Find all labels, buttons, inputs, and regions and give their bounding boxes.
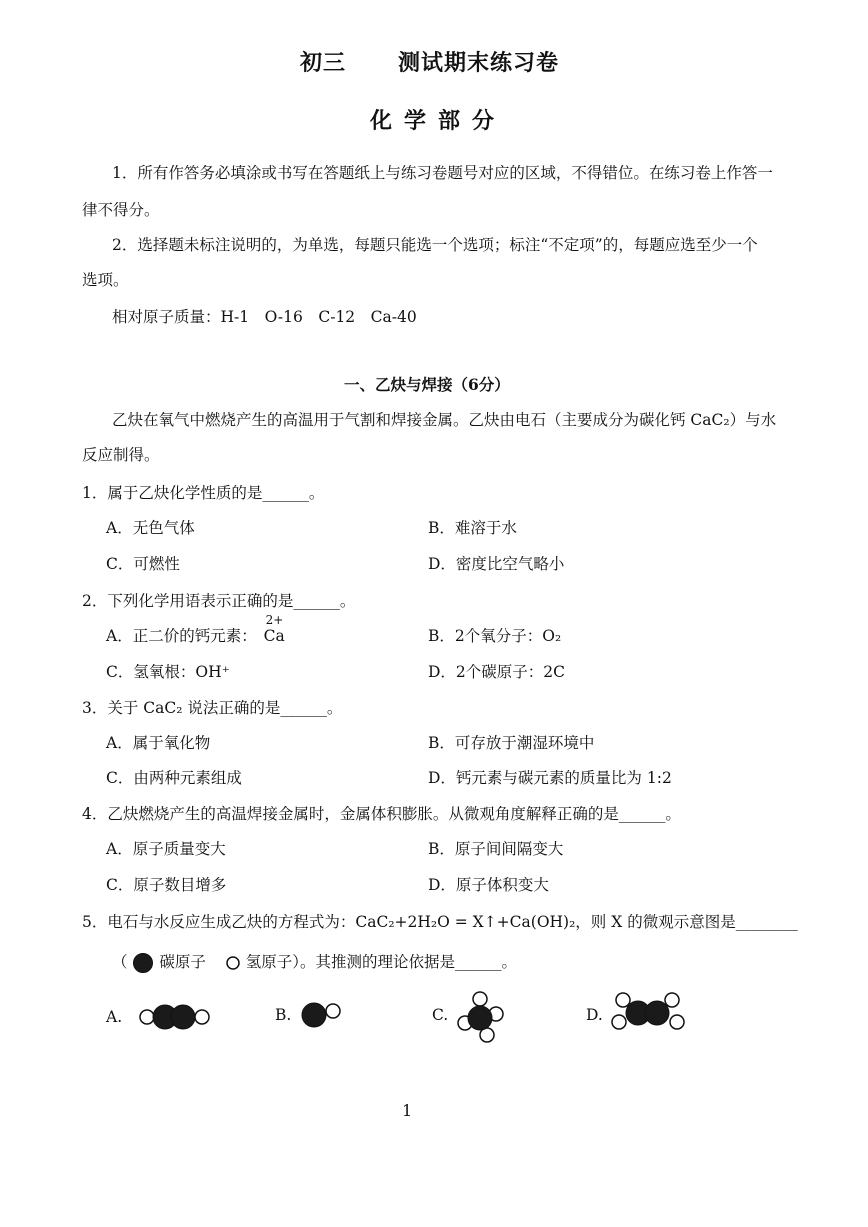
question-4-option-d[interactable]: D．原子体积变大: [428, 876, 549, 894]
question-4-option-b[interactable]: B．原子间间隔变大: [428, 840, 564, 858]
question-1-option-a[interactable]: A．无色气体: [106, 519, 195, 537]
molecule-d-carbon-2: [645, 1001, 669, 1025]
molecule-a-hydrogen-right: [195, 1010, 209, 1024]
question-4-option-c[interactable]: C．原子数目增多: [106, 876, 227, 894]
question-3-stem: 3．关于 CaC₂ 说法正确的是______。: [82, 699, 343, 717]
calcium-letters: Ca: [263, 627, 285, 645]
molecule-d-hydrogen-2: [612, 1015, 626, 1029]
molecule-c-hydrogen-top: [473, 992, 487, 1006]
instruction-2b: 选项。: [82, 271, 129, 289]
exam-title-right: 测试期末练习卷: [398, 50, 560, 76]
question-3-option-c[interactable]: C．由两种元素组成: [106, 769, 242, 787]
molecule-a-carbon-2: [171, 1005, 195, 1029]
question-4-stem: 4．乙炔燃烧产生的高温焊接金属时，金属体积膨胀。从微观角度解释正确的是______。: [82, 805, 681, 823]
page-number: 1: [402, 1101, 413, 1120]
question-2-option-b[interactable]: B．2个氧分子：O₂: [428, 627, 562, 645]
legend-hydrogen-label: 氢原子）。其推测的理论依据是______。: [245, 953, 518, 971]
question-2-option-a[interactable]: [106, 613, 285, 646]
calcium-symbol: [263, 613, 285, 645]
question-2-option-d[interactable]: D．2个碳原子：2C: [428, 663, 566, 681]
question-5-legend: [112, 950, 517, 974]
molecule-a-diagram[interactable]: [138, 1000, 212, 1034]
molecule-d-hydrogen-1: [616, 993, 630, 1007]
question-1-option-b[interactable]: B．难溶于水: [428, 519, 517, 537]
legend-open-paren: （: [112, 953, 128, 971]
exam-title-left: 初三: [300, 50, 347, 76]
molecule-a-hydrogen-left: [140, 1010, 154, 1024]
section-intro-1: 乙炔在氧气中燃烧产生的高温用于气割和焊接金属。乙炔由电石（主要成分为碳化钙 CaC₂）与水: [112, 411, 777, 429]
question-5-option-c[interactable]: C.: [432, 1006, 449, 1024]
question-1-option-d[interactable]: D．密度比空气略小: [428, 555, 565, 573]
question-5-option-d[interactable]: D.: [586, 1006, 603, 1024]
question-2-option-c[interactable]: C．氢氧根：OH⁺: [106, 663, 230, 681]
molecule-b-diagram[interactable]: [300, 1000, 344, 1030]
instruction-1a: 1．所有作答务必填涂或书写在答题纸上与练习卷题号对应的区域，不得错位。在练习卷上作答一: [112, 164, 773, 182]
molecule-d-hydrogen-4: [670, 1015, 684, 1029]
molecule-d-hydrogen-3: [665, 993, 679, 1007]
molecule-c-diagram[interactable]: [456, 990, 504, 1044]
question-3-option-b[interactable]: B．可存放于潮湿环境中: [428, 734, 595, 752]
section-subtitle: 化学部分: [370, 108, 507, 134]
question-4-option-a[interactable]: A．原子质量变大: [106, 840, 226, 858]
question-3-option-a[interactable]: A．属于氧化物: [106, 734, 211, 752]
question-2-stem: 2．下列化学用语表示正确的是______。: [82, 592, 356, 610]
section-intro-2: 反应制得。: [82, 446, 160, 464]
question-1-option-c[interactable]: C．可燃性: [106, 555, 180, 573]
section-heading: 一、乙炔与焊接（6分）: [344, 375, 510, 394]
instruction-2a: 2．选择题未标注说明的，为单选，每题只能选一个选项；标注“不定项”的，每题应选至少一个: [112, 236, 758, 254]
molecule-c-carbon: [468, 1006, 492, 1030]
question-3-option-d[interactable]: D．钙元素与碳元素的质量比为 1:2: [428, 769, 672, 787]
question-5-option-b[interactable]: B.: [275, 1006, 292, 1024]
instruction-1b: 律不得分。: [82, 201, 160, 219]
question-2-option-a-text: A．正二价的钙元素：: [106, 627, 257, 645]
molecule-d-diagram[interactable]: [610, 990, 686, 1036]
question-5-option-a[interactable]: A.: [106, 1008, 123, 1026]
molecule-b-carbon: [302, 1003, 326, 1027]
question-5-stem: 5．电石与水反应生成乙炔的方程式为：CaC₂+2H₂O = X↑+Ca(OH)₂，则 X 的微观示意图是________: [82, 913, 798, 931]
molecule-b-hydrogen: [326, 1004, 340, 1018]
carbon-atom-icon: [132, 952, 154, 974]
question-1-stem: 1．属于乙炔化学性质的是______。: [82, 484, 325, 502]
legend-carbon-label: 碳原子: [159, 953, 206, 971]
atomic-masses: 相对原子质量：H-1 O-16 C-12 Ca-40: [112, 308, 417, 326]
calcium-charge: 2+: [265, 613, 284, 627]
hydrogen-atom-icon: [225, 955, 241, 971]
